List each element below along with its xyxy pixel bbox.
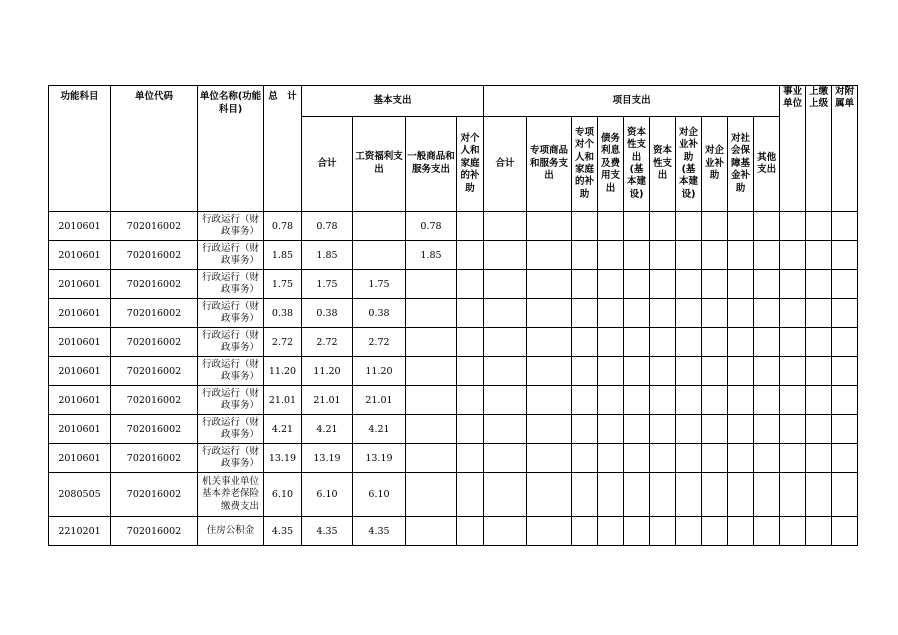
empty-cell: [484, 328, 527, 357]
empty-cell: [728, 241, 754, 270]
total-cell: 13.19: [264, 444, 302, 473]
empty-cell: [780, 270, 806, 299]
empty-cell: [624, 473, 650, 517]
empty-cell: [572, 241, 598, 270]
wage-cell: 1.75: [353, 270, 406, 299]
empty-cell: [754, 241, 780, 270]
wage-cell: 4.21: [353, 415, 406, 444]
empty-cell: [832, 328, 858, 357]
empty-cell: [650, 517, 676, 546]
empty-cell: [702, 241, 728, 270]
empty-cell: [754, 386, 780, 415]
header-basic: 基本支出: [302, 86, 484, 117]
goods-cell: [406, 444, 457, 473]
empty-cell: [572, 415, 598, 444]
total-cell: 4.35: [264, 517, 302, 546]
empty-cell: [702, 328, 728, 357]
empty-cell: [598, 328, 624, 357]
total-cell: 21.01: [264, 386, 302, 415]
empty-cell: [598, 386, 624, 415]
empty-cell: [754, 328, 780, 357]
empty-cell: [754, 357, 780, 386]
func-code-cell: 2010601: [49, 415, 111, 444]
unit-code-cell: 702016002: [111, 473, 198, 517]
empty-cell: [806, 299, 832, 328]
basic-total-cell: 11.20: [302, 357, 353, 386]
empty-cell: [832, 270, 858, 299]
total-cell: 1.75: [264, 270, 302, 299]
empty-cell: [572, 328, 598, 357]
empty-cell: [572, 386, 598, 415]
empty-cell: [572, 357, 598, 386]
func-code-cell: 2210201: [49, 517, 111, 546]
unit-code-cell: 702016002: [111, 386, 198, 415]
empty-cell: [780, 473, 806, 517]
header-project-enterprise-base: 对企业补助(基本建设): [676, 117, 702, 212]
wage-cell: 0.38: [353, 299, 406, 328]
unit-code-cell: 702016002: [111, 241, 198, 270]
header-basic-total: 合计: [302, 117, 353, 212]
empty-cell: [484, 357, 527, 386]
empty-cell: [702, 415, 728, 444]
empty-cell: [676, 270, 702, 299]
budget-table: [48, 85, 858, 546]
empty-cell: [780, 415, 806, 444]
goods-cell: [406, 357, 457, 386]
empty-cell: [650, 299, 676, 328]
empty-cell: [702, 444, 728, 473]
empty-cell: [572, 517, 598, 546]
empty-cell: [598, 357, 624, 386]
unit-code-cell: 702016002: [111, 415, 198, 444]
func-code-cell: 2010601: [49, 270, 111, 299]
unit-name-cell: 机关事业单位基本养老保险缴费支出: [198, 473, 264, 517]
header-project-personal: 专项对个人和家庭的补助: [572, 117, 598, 212]
table-row: [49, 270, 858, 299]
basic-total-cell: 1.75: [302, 270, 353, 299]
unit-code-cell: 702016002: [111, 357, 198, 386]
table-row: [49, 444, 858, 473]
empty-cell: [457, 386, 484, 415]
empty-cell: [527, 270, 572, 299]
func-code-cell: 2010601: [49, 357, 111, 386]
empty-cell: [832, 444, 858, 473]
empty-cell: [457, 328, 484, 357]
empty-cell: [624, 328, 650, 357]
empty-cell: [754, 212, 780, 241]
empty-cell: [806, 328, 832, 357]
empty-cell: [806, 270, 832, 299]
wage-cell: 4.35: [353, 517, 406, 546]
basic-total-cell: 4.35: [302, 517, 353, 546]
empty-cell: [527, 212, 572, 241]
empty-cell: [624, 386, 650, 415]
header-basic-personal: 对个人和家庭的补助: [457, 117, 484, 212]
table-row: [49, 357, 858, 386]
empty-cell: [572, 212, 598, 241]
empty-cell: [728, 415, 754, 444]
empty-cell: [598, 444, 624, 473]
empty-cell: [624, 357, 650, 386]
empty-cell: [676, 444, 702, 473]
empty-cell: [598, 212, 624, 241]
empty-cell: [728, 299, 754, 328]
empty-cell: [650, 415, 676, 444]
empty-cell: [754, 299, 780, 328]
table-row: [49, 299, 858, 328]
empty-cell: [754, 415, 780, 444]
empty-cell: [598, 473, 624, 517]
func-code-cell: 2010601: [49, 299, 111, 328]
empty-cell: [676, 517, 702, 546]
table-row: [49, 415, 858, 444]
empty-cell: [650, 328, 676, 357]
empty-cell: [676, 328, 702, 357]
unit-name-cell: 行政运行（财政事务）: [198, 444, 264, 473]
header-extra-2: [832, 86, 858, 212]
wage-cell: 2.72: [353, 328, 406, 357]
empty-cell: [624, 415, 650, 444]
empty-cell: [676, 357, 702, 386]
empty-cell: [484, 212, 527, 241]
empty-cell: [676, 386, 702, 415]
empty-cell: [806, 517, 832, 546]
header-project-enterprise: 对企业补助: [702, 117, 728, 212]
header-project: 项目支出: [484, 86, 780, 117]
header-total: 总 计: [264, 86, 302, 212]
unit-name-cell: 行政运行（财政事务）: [198, 357, 264, 386]
empty-cell: [676, 241, 702, 270]
empty-cell: [806, 241, 832, 270]
empty-cell: [702, 473, 728, 517]
table-row: [49, 212, 858, 241]
empty-cell: [457, 444, 484, 473]
goods-cell: [406, 328, 457, 357]
goods-cell: [406, 415, 457, 444]
wage-cell: [353, 241, 406, 270]
empty-cell: [457, 241, 484, 270]
total-cell: 4.21: [264, 415, 302, 444]
empty-cell: [572, 270, 598, 299]
empty-cell: [650, 357, 676, 386]
empty-cell: [754, 517, 780, 546]
empty-cell: [572, 473, 598, 517]
empty-cell: [702, 386, 728, 415]
func-code-cell: 2010601: [49, 444, 111, 473]
empty-cell: [832, 241, 858, 270]
empty-cell: [624, 517, 650, 546]
empty-cell: [484, 299, 527, 328]
empty-cell: [484, 473, 527, 517]
total-cell: 0.38: [264, 299, 302, 328]
basic-total-cell: 6.10: [302, 473, 353, 517]
goods-cell: [406, 270, 457, 299]
header-extra-0-label: 事业单位: [783, 86, 803, 110]
empty-cell: [598, 299, 624, 328]
unit-code-cell: 702016002: [111, 270, 198, 299]
basic-total-cell: 21.01: [302, 386, 353, 415]
empty-cell: [484, 270, 527, 299]
header-project-capital-base: 资本性支出(基本建设): [624, 117, 650, 212]
table-row: [49, 473, 858, 517]
empty-cell: [624, 299, 650, 328]
unit-name-cell: 行政运行（财政事务）: [198, 212, 264, 241]
empty-cell: [832, 299, 858, 328]
table-row: [49, 517, 858, 546]
empty-cell: [806, 473, 832, 517]
empty-cell: [780, 212, 806, 241]
goods-cell: 1.85: [406, 241, 457, 270]
empty-cell: [572, 299, 598, 328]
empty-cell: [624, 241, 650, 270]
empty-cell: [457, 473, 484, 517]
unit-code-cell: 702016002: [111, 328, 198, 357]
empty-cell: [650, 270, 676, 299]
goods-cell: 0.78: [406, 212, 457, 241]
empty-cell: [650, 473, 676, 517]
empty-cell: [598, 241, 624, 270]
unit-name-cell: 行政运行（财政事务）: [198, 328, 264, 357]
unit-code-cell: 702016002: [111, 212, 198, 241]
table-row: [49, 328, 858, 357]
wage-cell: 13.19: [353, 444, 406, 473]
empty-cell: [754, 473, 780, 517]
basic-total-cell: 0.78: [302, 212, 353, 241]
wage-cell: 6.10: [353, 473, 406, 517]
empty-cell: [527, 444, 572, 473]
empty-cell: [527, 386, 572, 415]
header-basic-goods: 一般商品和服务支出: [406, 117, 457, 212]
header-project-debt: 债务利息及费用支出: [598, 117, 624, 212]
header-row-1: [49, 86, 858, 117]
total-cell: 11.20: [264, 357, 302, 386]
header-unit-code: 单位代码: [111, 86, 198, 212]
unit-name-cell: 住房公积金: [198, 517, 264, 546]
basic-total-cell: 4.21: [302, 415, 353, 444]
goods-cell: [406, 386, 457, 415]
empty-cell: [702, 270, 728, 299]
basic-total-cell: 2.72: [302, 328, 353, 357]
header-project-other: 其他支出: [754, 117, 780, 212]
empty-cell: [806, 444, 832, 473]
empty-cell: [457, 270, 484, 299]
total-cell: 1.85: [264, 241, 302, 270]
goods-cell: [406, 299, 457, 328]
empty-cell: [676, 299, 702, 328]
basic-total-cell: 13.19: [302, 444, 353, 473]
header-basic-wage: 工资福利支出: [353, 117, 406, 212]
empty-cell: [728, 212, 754, 241]
unit-name-cell: 行政运行（财政事务）: [198, 386, 264, 415]
func-code-cell: 2080505: [49, 473, 111, 517]
empty-cell: [780, 241, 806, 270]
empty-cell: [702, 517, 728, 546]
empty-cell: [527, 473, 572, 517]
empty-cell: [780, 328, 806, 357]
header-project-capital: 资本性支出: [650, 117, 676, 212]
empty-cell: [598, 415, 624, 444]
goods-cell: [406, 473, 457, 517]
empty-cell: [728, 444, 754, 473]
total-cell: 0.78: [264, 212, 302, 241]
empty-cell: [650, 444, 676, 473]
table-row: [49, 241, 858, 270]
empty-cell: [527, 328, 572, 357]
empty-cell: [484, 241, 527, 270]
empty-cell: [527, 357, 572, 386]
empty-cell: [598, 517, 624, 546]
header-project-goods: 专项商品和服务支出: [527, 117, 572, 212]
empty-cell: [598, 270, 624, 299]
empty-cell: [832, 357, 858, 386]
empty-cell: [676, 473, 702, 517]
empty-cell: [806, 212, 832, 241]
total-cell: 2.72: [264, 328, 302, 357]
empty-cell: [702, 299, 728, 328]
empty-cell: [832, 212, 858, 241]
empty-cell: [457, 357, 484, 386]
empty-cell: [780, 386, 806, 415]
header-extra-0: [780, 86, 806, 212]
empty-cell: [676, 212, 702, 241]
empty-cell: [457, 212, 484, 241]
empty-cell: [457, 517, 484, 546]
empty-cell: [527, 517, 572, 546]
unit-code-cell: 702016002: [111, 444, 198, 473]
empty-cell: [728, 386, 754, 415]
empty-cell: [457, 299, 484, 328]
unit-name-cell: 行政运行（财政事务）: [198, 415, 264, 444]
empty-cell: [806, 386, 832, 415]
unit-code-cell: 702016002: [111, 517, 198, 546]
basic-total-cell: 0.38: [302, 299, 353, 328]
empty-cell: [728, 473, 754, 517]
header-project-total: 合计: [484, 117, 527, 212]
empty-cell: [780, 299, 806, 328]
header-project-social-fund: 对社会保障基金补助: [728, 117, 754, 212]
empty-cell: [702, 357, 728, 386]
empty-cell: [676, 415, 702, 444]
unit-name-cell: 行政运行（财政事务）: [198, 299, 264, 328]
total-cell: 6.10: [264, 473, 302, 517]
empty-cell: [572, 444, 598, 473]
empty-cell: [527, 299, 572, 328]
func-code-cell: 2010601: [49, 386, 111, 415]
empty-cell: [650, 241, 676, 270]
empty-cell: [484, 517, 527, 546]
table-row: [49, 386, 858, 415]
empty-cell: [527, 415, 572, 444]
empty-cell: [728, 328, 754, 357]
empty-cell: [806, 357, 832, 386]
empty-cell: [754, 444, 780, 473]
header-func-code: 功能科目: [49, 86, 111, 212]
empty-cell: [780, 357, 806, 386]
empty-cell: [484, 386, 527, 415]
empty-cell: [457, 415, 484, 444]
unit-name-cell: 行政运行（财政事务）: [198, 241, 264, 270]
empty-cell: [728, 357, 754, 386]
empty-cell: [624, 270, 650, 299]
header-extra-1-label: 上缴上级: [809, 86, 829, 110]
wage-cell: [353, 212, 406, 241]
empty-cell: [484, 415, 527, 444]
empty-cell: [806, 415, 832, 444]
unit-code-cell: 702016002: [111, 299, 198, 328]
empty-cell: [527, 241, 572, 270]
empty-cell: [728, 517, 754, 546]
header-unit-name: 单位名称(功能科目): [198, 86, 264, 212]
wage-cell: 11.20: [353, 357, 406, 386]
empty-cell: [650, 386, 676, 415]
wage-cell: 21.01: [353, 386, 406, 415]
empty-cell: [832, 415, 858, 444]
empty-cell: [832, 517, 858, 546]
empty-cell: [702, 212, 728, 241]
empty-cell: [624, 212, 650, 241]
empty-cell: [832, 473, 858, 517]
basic-total-cell: 1.85: [302, 241, 353, 270]
empty-cell: [728, 270, 754, 299]
empty-cell: [780, 444, 806, 473]
header-extra-2-label: 对附属单: [835, 86, 855, 110]
goods-cell: [406, 517, 457, 546]
empty-cell: [650, 212, 676, 241]
func-code-cell: 2010601: [49, 212, 111, 241]
func-code-cell: 2010601: [49, 241, 111, 270]
empty-cell: [780, 517, 806, 546]
empty-cell: [484, 444, 527, 473]
empty-cell: [624, 444, 650, 473]
empty-cell: [754, 270, 780, 299]
func-code-cell: 2010601: [49, 328, 111, 357]
empty-cell: [832, 386, 858, 415]
unit-name-cell: 行政运行（财政事务）: [198, 270, 264, 299]
header-extra-1: [806, 86, 832, 212]
